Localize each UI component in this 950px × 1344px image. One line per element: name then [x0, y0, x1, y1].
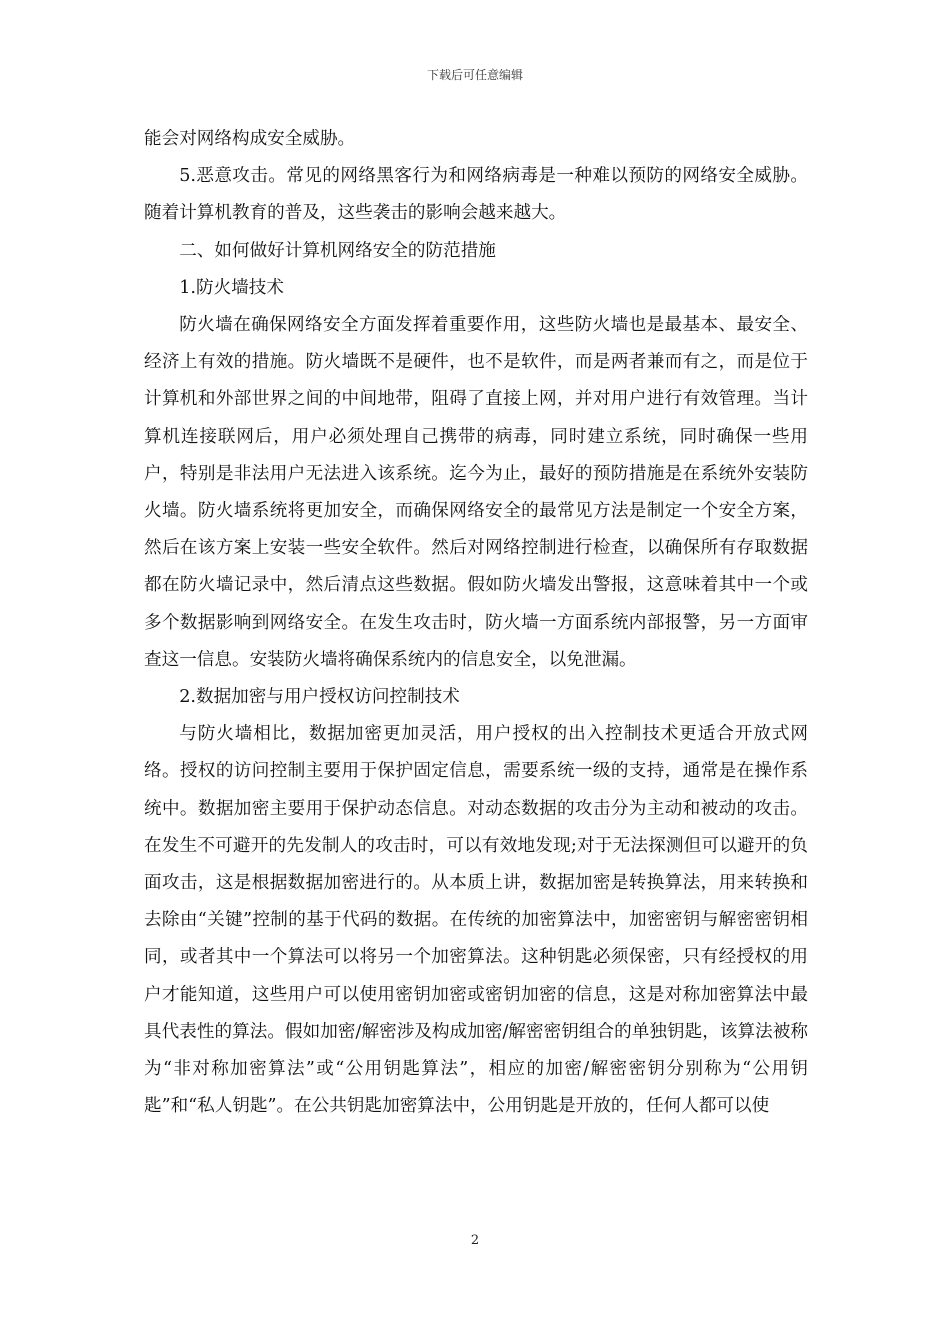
subheading-firewall: 1.防火墙技术	[179, 277, 284, 298]
paragraph-encryption: 与防火墙相比，数据加密更加灵活，用户授权的出入控制技术更适合开放式网络。授权的访问控制主要用于保护固定信息，需要系统一级的支持，通常是在操作系统中。数据加密主要用于保护动态信息。对动态数据的攻击分为主动和被动的攻击。在发生不可避开的先发制人的攻击时，可以有效地发现;对于无法探测但可以避开的负面攻击，这是根据数据加密进行的。从本质上讲，数据加密是转换算法，用来转换和去除由“关键”控制的基于代码的数据。在传统的加密算法中，加密密钥与解密密钥相同，或者其中一个算法可以将另一个加密算法。这种钥匙必须保密，只有经授权的用户才能知道，这些用户可以使用密钥加密或密钥加密的信息，这是对称加密算法中最具代表性的算法。假如加密/解密涉及构成加密/解密密钥组合的单独钥匙，该算法被称为“非对称加密算法”或“公用钥匙算法”，相应的加密/解密密钥分别称为“公用钥匙”和“私人钥匙”。在公共钥匙加密算法中，公用钥匙是开放的，任何人都可以使	[144, 724, 808, 1117]
paragraph-firewall: 防火墙在确保网络安全方面发挥着重要作用，这些防火墙也是最基本、最安全、经济上有效的措施。防火墙既不是硬件，也不是软件，而是两者兼而有之，而是位于计算机和外部世界之间的中间地带，阻碍了直接上网，并对用户进行有效管理。当计算机连接联网后，用户必须处理自己携带的病毒，同时建立系统，同时确保一些用户，特别是非法用户无法进入该系统。迄今为止，最好的预防措施是在系统外安装防火墙。防火墙系统将更加安全，而确保网络安全的最常见方法是制定一个安全方案，然后在该方案上安装一些安全软件。然后对网络控制进行检查，以确保所有存取数据都在防火墙记录中，然后清点这些数据。假如防火墙发出警报，这意味着其中一个或多个数据影响到网络安全。在发生攻击时，防火墙一方面系统内部报警，另一方面审查这一信息。安装防火墙将确保系统内的信息安全，以免泄漏。	[144, 315, 808, 670]
document-body	[144, 121, 808, 1125]
subheading-encryption: 2.数据加密与用户授权访问控制技术	[179, 687, 460, 708]
paragraph-continuation: 能会对网络构成安全威胁。	[144, 129, 356, 149]
paragraph-malicious-attack: 5.恶意攻击。常见的网络黑客行为和网络病毒是一种难以预防的网络安全威胁。随着计算机教育的普及，这些袭击的影响会越来越大。	[144, 166, 808, 224]
section-heading: 二、如何做好计算机网络安全的防范措施	[179, 240, 496, 261]
page-header: 下载后可任意编辑	[426, 68, 523, 82]
page-number: 2	[470, 1233, 480, 1248]
